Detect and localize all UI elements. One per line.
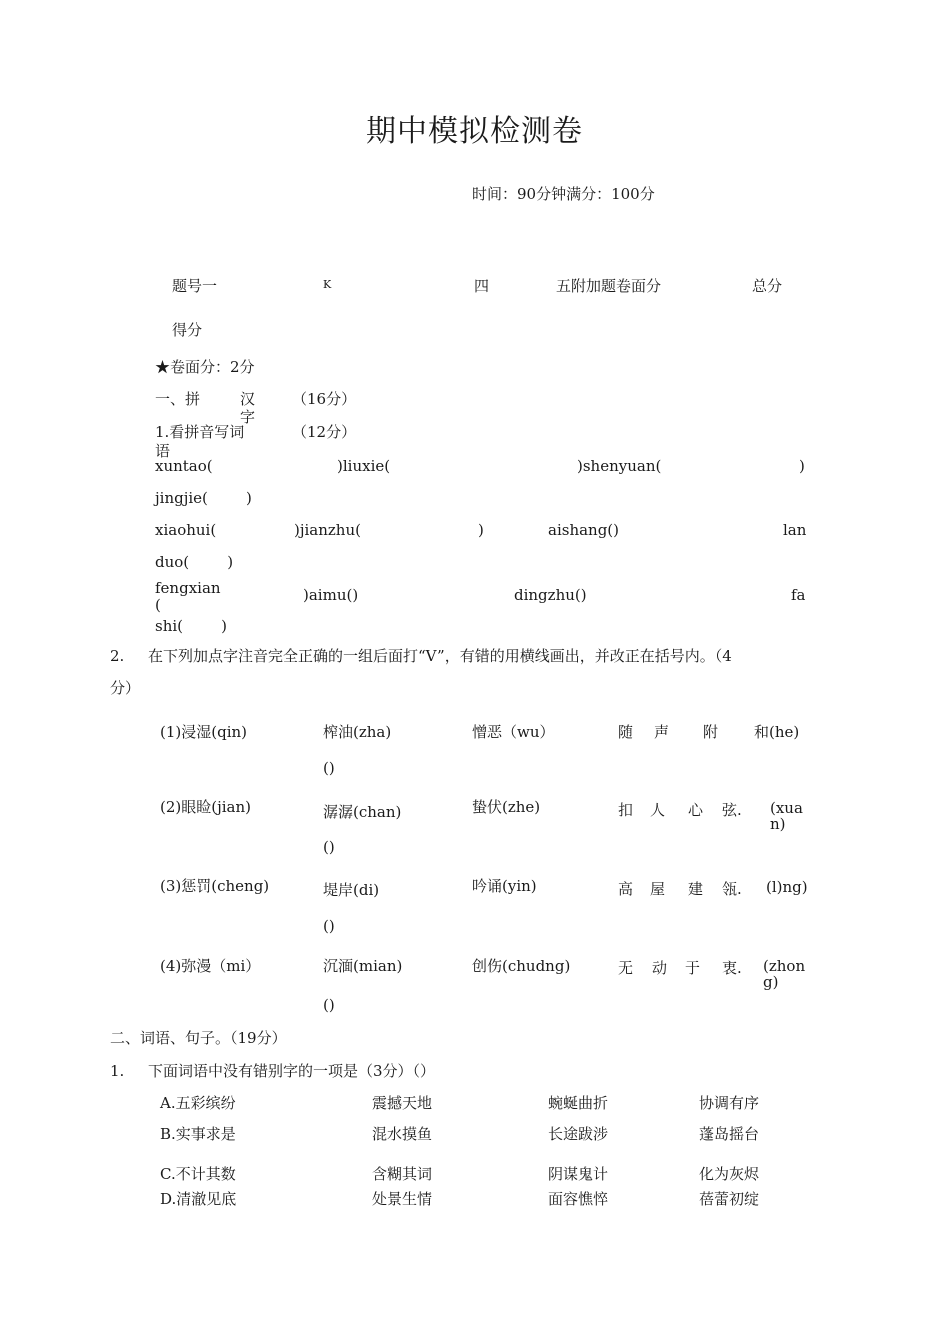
pinyin-line-1d: ) [799,457,805,475]
q2-row1-c4d: 和(he) [754,723,800,741]
q2-row3-c4a: 高 [618,880,634,898]
section2-heading: 二、词语、句子。（19分） [110,1029,287,1047]
q2-row1-c4a: 随 [618,723,634,741]
q2-row4-c5: (zhong) [763,957,806,991]
q2-row1-c4b: 声 [654,723,670,741]
q2-row4-c4c: 于 [685,959,701,977]
q2-row2-c1: (2)眼睑(jian) [160,798,252,816]
q1-title: 1.看拼音写词 [155,423,245,441]
time-info: 时间：90分钟满分：100分 [472,185,655,203]
q2-row1-c3: 憎恶（wu） [472,723,555,741]
q2-number: 2. [110,647,125,665]
option-a-word4: 协调有序 [699,1094,760,1112]
q2-text-cont: 分） [110,679,141,697]
pinyin-line-4: duo( ) [155,553,234,571]
pinyin-line-3b: )jianzhu( [294,521,361,539]
s2-q1-number: 1. [110,1062,125,1080]
s2-q1-text: 下面词语中没有错别字的一项是（3分）（） [148,1062,436,1080]
q2-row4-c2b: () [323,996,335,1014]
q2-row4-c1: (4)弥漫（mi） [160,957,261,975]
q2-row2-c2b: () [323,838,335,856]
q2-row2-c3: 蛰伏(zhe) [472,798,541,816]
score-table-header-total: 总分 [752,277,783,295]
q2-row3-c5: (l)ng) [766,878,808,896]
option-c-word2: 含糊其词 [372,1165,433,1183]
q2-row1-c2: 榨油(zha) [323,723,392,741]
q2-row3-c4b: 屋 [650,880,666,898]
option-b-word3: 长途跋涉 [548,1125,609,1143]
score-table-header-four: 四 [474,277,490,295]
option-c-word4: 化为灰烬 [699,1165,760,1183]
neatness-score: ★卷面分：2分 [155,358,255,376]
option-c-label: C.不计其数 [160,1165,236,1183]
pinyin-line-5a: fengxian [155,579,221,597]
pinyin-line-5a-paren: ( [155,596,161,614]
q2-text: 在下列加点字注音完全正确的一组后面打“V”，有错的用横线画出，并改正在括号内。（4 [148,647,732,665]
pinyin-line-2: jingjie( ) [155,489,252,507]
q2-row3-c1: (3)惩罚(cheng) [160,877,270,895]
q2-row1-c4c: 附 [703,723,719,741]
pinyin-line-1a: xuntao( [155,457,213,475]
q1-stray: 语 [155,442,171,460]
pinyin-line-5d: fa [791,586,806,604]
q2-row2-c5: (xuan) [770,799,803,833]
pinyin-line-1c: )shenyuan( [577,457,662,475]
q2-row2-c4d: 弦. [722,801,742,819]
option-b-word2: 混水摸鱼 [372,1125,433,1143]
pinyin-line-6: shi( ) [155,617,228,635]
q2-row3-c4c: 建 [688,880,704,898]
q2-row3-c3: 吟诵(yin) [472,877,537,895]
option-c-word3: 阴谋鬼计 [548,1165,609,1183]
q2-row1-c1: (1)浸湿(qin) [160,723,248,741]
q2-row4-c4d: 衷. [722,959,742,977]
pinyin-line-5b: )aimu() [303,586,359,604]
option-d-word3: 面容憔悴 [548,1190,609,1208]
section1-heading-a: 一、拼 [155,390,201,408]
score-table-row-label: 得分 [172,321,203,339]
q2-row2-c4a: 扣 [618,801,634,819]
q2-row3-c2b: () [323,917,335,935]
q2-row2-c4b: 人 [650,801,666,819]
score-table-header-k: K [323,278,332,291]
q2-row4-c3: 创伤(chudng) [472,957,571,975]
pinyin-line-3e: lan [783,521,807,539]
q2-row3-c4d: 瓴. [722,880,742,898]
pinyin-line-3d: aishang() [548,521,620,539]
q2-row4-c4a: 无 [618,959,634,977]
q2-row3-c2: 堤岸(di) [323,881,380,899]
option-d-word2: 处景生情 [372,1190,433,1208]
option-b-label: B.实事求是 [160,1125,236,1143]
pinyin-line-3c: ) [478,521,484,539]
q2-row2-c2: 潺潺(chan) [323,803,402,821]
option-b-word4: 蓬岛摇台 [699,1125,760,1143]
q2-row1-c2b: () [323,759,335,777]
q2-row4-c4b: 动 [652,959,668,977]
page-title: 期中模拟检测卷 [366,114,583,149]
pinyin-line-1b: )liuxie( [337,457,391,475]
option-d-word4: 蓓蕾初绽 [699,1190,760,1208]
q2-row2-c4c: 心 [688,801,704,819]
option-d-label: D.清澈见底 [160,1190,237,1208]
score-table-header-label: 题号一 [172,277,218,295]
option-a-word2: 震撼天地 [372,1094,433,1112]
q2-row4-c2: 沉湎(mian) [323,957,403,975]
section1-heading-stray: 字 [240,408,256,426]
option-a-label: A.五彩缤纷 [160,1094,236,1112]
section1-heading-b: 汉 [240,390,256,408]
q1-points: （12分） [292,423,357,441]
option-a-word3: 蜿蜒曲折 [548,1094,609,1112]
pinyin-line-5c: dingzhu() [514,586,587,604]
section1-points: （16分） [292,390,357,408]
pinyin-line-3a: xiaohui( [155,521,217,539]
score-table-header-five: 五附加题卷面分 [556,277,662,295]
